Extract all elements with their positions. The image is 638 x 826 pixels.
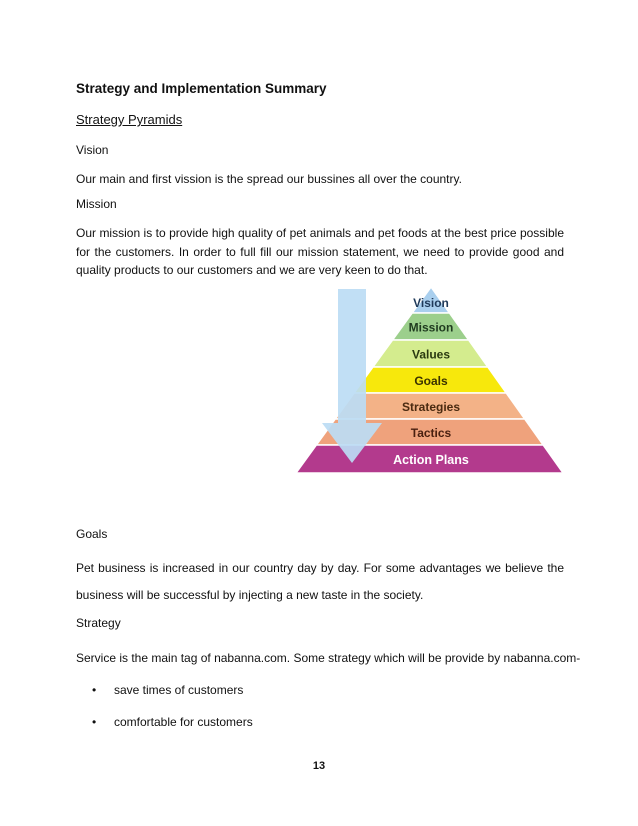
goals-label: Goals (76, 527, 108, 541)
mission-label: Mission (76, 197, 117, 211)
pyramid-label-action-plans: Action Plans (393, 453, 469, 467)
mission-text: Our mission is to provide high quality of pet animals and pet foods at the best price possible for the customers. In order to full fill our mission statement, we need to provide good and quality products to our customers and we are very keen to do that. (76, 226, 564, 277)
goals-text: Pet business is increased in our country day by day. For some advantages we believe the business will be successful by injecting a new taste in the society. (76, 561, 564, 602)
pyramid-label-values: Values (411, 347, 451, 362)
vision-text: Our main and first vission is the spread our bussines all over the country. (76, 172, 462, 186)
bullet-icon: • (92, 715, 97, 729)
pyramid-label-goals: Goals (414, 374, 448, 388)
page-heading: Strategy and Implementation Summary (76, 81, 327, 96)
pyramid-label-mission: Mission (408, 320, 454, 335)
strategy-label: Strategy (76, 616, 121, 630)
strategy-bullet-1: save times of customers (114, 683, 244, 697)
strategy-pyramid-diagram (290, 283, 566, 477)
strategy-bullet-2: comfortable for customers (114, 715, 253, 729)
bullet-icon: • (92, 683, 97, 697)
pyramid-label-vision: Vision (413, 296, 449, 310)
pyramid-label-strategies: Strategies (401, 400, 461, 414)
vision-label: Vision (76, 143, 109, 157)
page-number: 13 (312, 760, 326, 772)
section-subheading: Strategy Pyramids (76, 112, 183, 127)
pyramid-label-tactics: Tactics (410, 426, 452, 440)
strategy-text: Service is the main tag of nabanna.com. Some strategy which will be provide by nabanna.com- (76, 651, 581, 665)
